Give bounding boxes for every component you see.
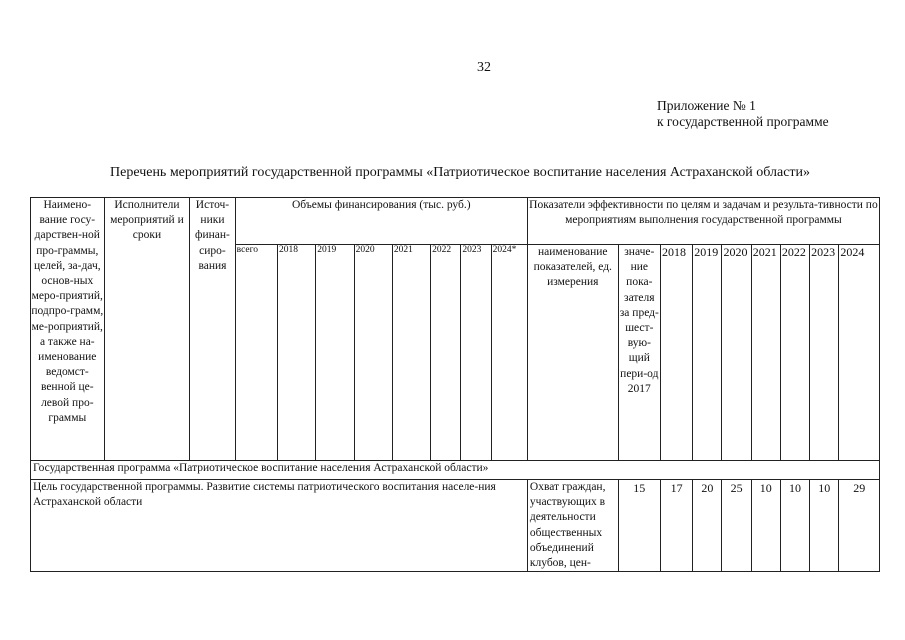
header-indicator-prev-period: значе-ние пока-зателя за пред-шест-вую-щий пери-од 2017 (618, 245, 660, 461)
financing-year-cell: всего (235, 245, 277, 461)
indicator-year-cell: 2021 (751, 245, 780, 461)
indicator-year-cell: 2020 (722, 245, 751, 461)
goal-value-cell: 10 (810, 480, 839, 572)
financing-year-cell: 2019 (316, 245, 354, 461)
appendix-line-2: к государственной программе (657, 114, 829, 129)
financing-year-cell: 2018 (277, 245, 315, 461)
financing-year-cell: 2021 (392, 245, 430, 461)
header-row-1 (31, 198, 880, 245)
page-number: 32 (477, 60, 491, 75)
indicator-year-cell: 2019 (693, 245, 722, 461)
indicator-year-cell: 2023 (810, 245, 839, 461)
indicator-year-cell: 2022 (780, 245, 809, 461)
program-row (31, 461, 880, 480)
header-indicators-group: Показатели эффективности по целям и задачам и результа-тивности по мероприятиям выполнения государственной программы (527, 198, 879, 245)
financing-year-cell: 2023 (461, 245, 491, 461)
appendix-line-1: Приложение № 1 (657, 98, 756, 113)
indicator-year-cell: 2024 (839, 245, 880, 461)
appendix-label (657, 98, 829, 130)
goal-value-cell: 20 (693, 480, 722, 572)
header-executors-column: Исполнители мероприятий и сроки (104, 198, 190, 461)
goal-text-cell: Цель государственной программы. Развитие системы патриотического воспитания населе-ния Астраханской области (31, 480, 528, 572)
document-title: Перечень мероприятий государственной программы «Патриотическое воспитание населения Астраханской области» (110, 165, 811, 180)
header-sources-column: Источ-ники финан-сиро-вания (190, 198, 235, 461)
goal-value-cell: 25 (722, 480, 751, 572)
goal-indicator-cell: Охват граждан, участвующих в деятельности общественных объединений клубов, цен- (527, 480, 618, 572)
goal-prev-value-cell: 15 (618, 480, 660, 572)
header-name-column: Наимено-вание госу-дарствен-ной про-граммы, целей, за-дач, основ-ных меро-приятий, подпро-грамм, ме-роприятий, а также на-именование ведомст-венной це-левой про-граммы (31, 198, 105, 461)
activities-table (30, 197, 880, 572)
indicator-year-cell: 2018 (660, 245, 692, 461)
goal-value-cell: 17 (660, 480, 692, 572)
goal-value-cell: 10 (780, 480, 809, 572)
header-financing-group: Объемы финансирования (тыс. руб.) (235, 198, 527, 245)
financing-year-cell: 2020 (354, 245, 392, 461)
program-title-cell: Государственная программа «Патриотическое воспитание населения Астраханской области» (31, 461, 880, 480)
header-indicator-name: наименование показателей, ед. измерения (527, 245, 618, 461)
financing-year-cell: 2022 (431, 245, 461, 461)
goal-value-cell: 10 (751, 480, 780, 572)
financing-year-cell: 2024* (491, 245, 527, 461)
goal-value-cell: 29 (839, 480, 880, 572)
goal-row (31, 480, 880, 572)
